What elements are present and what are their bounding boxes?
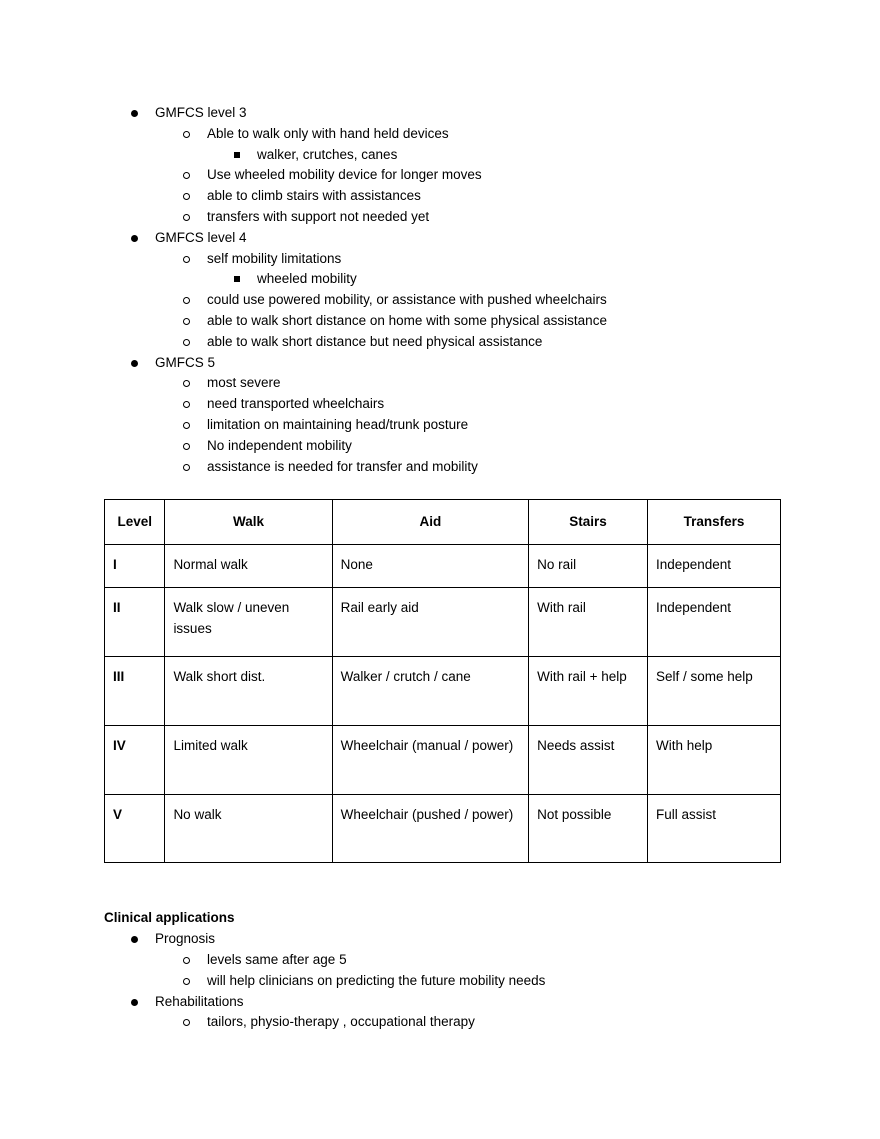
table-cell-walk: No walk [165, 795, 332, 863]
table-row [105, 795, 781, 863]
table-cell-stairs: With rail [529, 588, 648, 657]
sublist [257, 269, 880, 290]
clinical-outline [155, 929, 880, 1033]
table-cell-transfers: Independent [647, 545, 780, 588]
table-cell-transfers: Independent [647, 588, 780, 657]
table-cell-transfers: Full assist [647, 795, 780, 863]
table-header-transfers: Transfers [647, 500, 780, 545]
table-cell-walk: Normal walk [165, 545, 332, 588]
outline-text: Able to walk only with hand held devices [207, 125, 449, 141]
table-cell-aid: Rail early aid [332, 588, 528, 657]
sublist [257, 145, 880, 166]
outline-text: Rehabilitations [155, 993, 244, 1009]
outline-item-gmfcs-level-4 [155, 228, 880, 353]
table-cell-stairs: Needs assist [529, 726, 648, 795]
outline-item [207, 1012, 880, 1033]
table-cell-transfers: With help [647, 726, 780, 795]
outline-item [257, 269, 880, 290]
outline-text: transfers with support not needed yet [207, 208, 430, 224]
outline-item [207, 436, 880, 457]
table-cell-aid: Wheelchair (manual / power) [332, 726, 528, 795]
outline-item [207, 124, 880, 166]
sublist [207, 950, 880, 992]
outline-item [207, 373, 880, 394]
outline-text: able to climb stairs with assistances [207, 188, 421, 204]
outline-text: GMFCS level 3 [155, 105, 247, 120]
outline-item [207, 165, 880, 186]
table-cell-level: III [105, 657, 165, 726]
outline-item-prognosis [155, 929, 880, 991]
outline-text: GMFCS level 4 [155, 229, 247, 245]
outline-text: could use powered mobility, or assistance with pushed wheelchairs [207, 292, 607, 308]
sublist [207, 124, 880, 228]
outline-text: GMFCS 5 [155, 354, 216, 370]
outline-item [207, 207, 880, 228]
outline-text: most severe [207, 375, 281, 391]
outline-item-gmfcs-5 [155, 353, 880, 478]
outline-text: walker, crutches, canes [257, 146, 398, 162]
outline-item [207, 394, 880, 415]
outline-item [257, 145, 880, 166]
table-cell-aid: None [332, 545, 528, 588]
table-header-aid: Aid [332, 500, 528, 545]
outline-text: will help clinicians on predicting the future mobility needs [207, 972, 546, 988]
sublist [207, 249, 880, 353]
table-cell-walk: Limited walk [165, 726, 332, 795]
sublist [207, 1012, 880, 1033]
table-cell-walk: Walk slow / uneven issues [165, 588, 332, 657]
table-cell-aid: Wheelchair (pushed / power) [332, 795, 528, 863]
table-cell-transfers: Self / some help [647, 657, 780, 726]
gmfcs-level-table [104, 499, 781, 863]
table-cell-level: IV [105, 726, 165, 795]
gmfcs-outline [155, 0, 880, 477]
table-cell-stairs: No rail [529, 545, 648, 588]
outline-item [207, 332, 880, 353]
outline-text: limitation on maintaining head/trunk posture [207, 416, 469, 432]
outline-text: wheeled mobility [257, 271, 357, 287]
outline-item [207, 186, 880, 207]
outline-item [207, 249, 880, 291]
clinical-applications-heading: Clinical applications [104, 910, 235, 926]
outline-text: No independent mobility [207, 437, 352, 453]
outline-item [207, 415, 880, 436]
table-row [105, 657, 781, 726]
outline-text: need transported wheelchairs [207, 396, 385, 412]
table-cell-walk: Walk short dist. [165, 657, 332, 726]
table-row [105, 545, 781, 588]
table-cell-stairs: Not possible [529, 795, 648, 863]
table-header-row [105, 500, 781, 545]
table-header-walk: Walk [165, 500, 332, 545]
table-header-level: Level [105, 500, 165, 545]
outline-item [207, 457, 880, 478]
table-cell-level: II [105, 588, 165, 657]
outline-text: tailors, physio-therapy , occupational therapy [207, 1014, 475, 1030]
outline-text: levels same after age 5 [207, 951, 347, 967]
table-row [105, 726, 781, 795]
outline-item-gmfcs-level-3 [155, 103, 880, 228]
outline-item [207, 290, 880, 311]
outline-item-rehabilitations [155, 992, 880, 1034]
outline-text: able to walk short distance on home with some physical assistance [207, 312, 607, 328]
outline-text: able to walk short distance but need physical assistance [207, 333, 543, 349]
outline-item [207, 311, 880, 332]
outline-item [207, 950, 880, 971]
table-row [105, 588, 781, 657]
table-header-stairs: Stairs [529, 500, 648, 545]
table-cell-level: I [105, 545, 165, 588]
outline-text: assistance is needed for transfer and mobility [207, 458, 478, 474]
outline-item [207, 971, 880, 992]
outline-text: Use wheeled mobility device for longer moves [207, 167, 482, 183]
table-cell-aid: Walker / crutch / cane [332, 657, 528, 726]
outline-text: Prognosis [155, 931, 216, 947]
table-cell-stairs: With rail + help [529, 657, 648, 726]
sublist [207, 373, 880, 477]
outline-text: self mobility limitations [207, 250, 342, 266]
table-cell-level: V [105, 795, 165, 863]
